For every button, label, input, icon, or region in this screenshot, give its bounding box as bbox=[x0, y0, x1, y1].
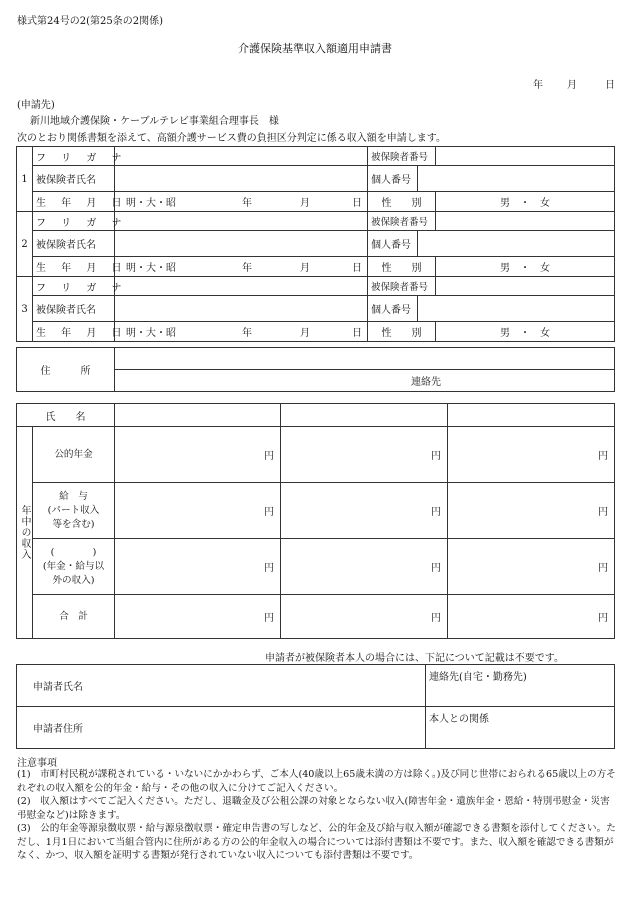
yen-unit: 円 bbox=[264, 563, 274, 574]
insured-number-field[interactable] bbox=[436, 277, 615, 296]
applicant-name-field[interactable] bbox=[17, 665, 426, 707]
income-table bbox=[16, 403, 615, 639]
income-name-cell[interactable] bbox=[448, 404, 615, 427]
furigana-field[interactable] bbox=[115, 147, 368, 166]
sex-label: 性 別 bbox=[368, 257, 436, 277]
birth-year-unit: 年 bbox=[242, 263, 252, 274]
insured-number-label: 被保険者番号 bbox=[368, 147, 436, 166]
yen-unit: 円 bbox=[598, 613, 608, 624]
personal-number-field[interactable] bbox=[418, 166, 615, 192]
insured-row-number: 1 bbox=[17, 147, 33, 212]
income-amount-field[interactable] bbox=[448, 427, 615, 483]
income-name-label: 氏 名 bbox=[17, 404, 115, 427]
furigana-label: フ リ ガ ナ bbox=[33, 147, 115, 166]
insured-table bbox=[16, 146, 615, 342]
yen-unit: 円 bbox=[264, 451, 274, 462]
furigana-label: フ リ ガ ナ bbox=[33, 212, 115, 231]
birth-field[interactable] bbox=[115, 322, 368, 342]
insured-name-field[interactable] bbox=[115, 296, 368, 322]
birth-month-unit: 月 bbox=[300, 198, 310, 209]
yen-unit: 円 bbox=[598, 451, 608, 462]
income-name-cell[interactable] bbox=[281, 404, 448, 427]
personal-number-label: 個人番号 bbox=[368, 231, 418, 257]
income-side-label bbox=[17, 427, 33, 639]
income-amount-field[interactable] bbox=[448, 539, 615, 595]
intro-text: 次のとおり関係書類を添えて、高額介護サービス費の負担区分判定に係る収入額を申請します。 bbox=[17, 133, 446, 144]
era-options: 明・大・昭 bbox=[126, 198, 176, 209]
furigana-field[interactable] bbox=[115, 212, 368, 231]
applicant-address-label: 申請者住所 bbox=[33, 724, 83, 735]
address-table bbox=[16, 347, 615, 392]
birth-day-unit: 日 bbox=[352, 263, 362, 274]
birth-month-unit: 月 bbox=[300, 263, 310, 274]
sex-label: 性 別 bbox=[368, 192, 436, 212]
sex-options[interactable]: 男 ・ 女 bbox=[436, 257, 615, 277]
birth-label: 生 年 月 日 bbox=[33, 322, 115, 342]
personal-number-field[interactable] bbox=[418, 296, 615, 322]
birth-field[interactable] bbox=[115, 192, 368, 212]
notes-heading: 注意事項 bbox=[17, 758, 57, 769]
yen-unit: 円 bbox=[431, 613, 441, 624]
personal-number-field[interactable] bbox=[418, 231, 615, 257]
birth-year-unit: 年 bbox=[242, 328, 252, 339]
income-row-label-line: (パート収入 bbox=[47, 504, 100, 516]
income-amount-field[interactable] bbox=[115, 483, 281, 539]
income-amount-field[interactable] bbox=[281, 539, 448, 595]
form-number: 様式第24号の2(第25条の2関係) bbox=[17, 16, 163, 27]
contact-field[interactable] bbox=[115, 370, 615, 392]
birth-label: 生 年 月 日 bbox=[33, 257, 115, 277]
income-row-label-line: ( ) bbox=[50, 546, 97, 558]
personal-number-label: 個人番号 bbox=[368, 296, 418, 322]
sex-options[interactable]: 男 ・ 女 bbox=[436, 322, 615, 342]
applicant-contact-label: 連絡先(自宅・勤務先) bbox=[429, 672, 527, 683]
yen-unit: 円 bbox=[431, 451, 441, 462]
insured-row-number: 3 bbox=[17, 277, 33, 342]
income-amount-field[interactable] bbox=[115, 595, 281, 639]
birth-year-unit: 年 bbox=[242, 198, 252, 209]
furigana-field[interactable] bbox=[115, 277, 368, 296]
address-label: 住 所 bbox=[17, 348, 115, 392]
income-row-label bbox=[33, 483, 115, 539]
birth-field[interactable] bbox=[115, 257, 368, 277]
income-row-label bbox=[33, 427, 115, 483]
yen-unit: 円 bbox=[431, 507, 441, 518]
date-year[interactable]: 年 bbox=[533, 80, 543, 91]
income-row-label-line: 給 与 bbox=[59, 490, 88, 502]
note-item-2: (2) 収入額はすべてご記入ください。ただし、退職金及び公租公課の対象とならない収入(障害年金・遺族年金・恩給・特別弔慰金・災害弔慰金など)は除きます。 bbox=[17, 796, 610, 821]
insured-row-number: 2 bbox=[17, 212, 33, 277]
insured-number-field[interactable] bbox=[436, 147, 615, 166]
note-item-3: (3) 公的年金等源泉徴収票・給与源泉徴収票・確定申告書の写しなど、公的年金及び給与収入額が確認できる書類を添付してください。ただし、1月1日において当組合管内に住所がある方の公的年金収入の場合については添付書類は不要です。また、収入額を確認できる書類がなく、かつ、収入額を証明する書類が発行されていない収入についても添付書類は不要です。 bbox=[17, 823, 616, 861]
note-item-1: (1) 市町村民税が課税されている・いないにかかわらず、ご本人(40歳以上65歳未満の方は除く。)及び同じ世帯におられる65歳以上の方それぞれの収入額を公的年金・給与・その他の収入に分けてご記入ください。 bbox=[17, 769, 616, 794]
income-amount-field[interactable] bbox=[281, 427, 448, 483]
income-row-label-line: 外の収入) bbox=[52, 574, 95, 586]
date-month[interactable]: 月 bbox=[567, 80, 577, 91]
income-amount-field[interactable] bbox=[115, 539, 281, 595]
yen-unit: 円 bbox=[431, 563, 441, 574]
yen-unit: 円 bbox=[598, 563, 608, 574]
contact-label: 連絡先 bbox=[411, 377, 441, 388]
income-row-label-line: 等を含む) bbox=[52, 518, 95, 530]
era-options: 明・大・昭 bbox=[126, 263, 176, 274]
applicant-relation-label: 本人との関係 bbox=[429, 714, 489, 725]
date-day[interactable]: 日 bbox=[605, 80, 615, 91]
birth-month-unit: 月 bbox=[300, 328, 310, 339]
income-amount-field[interactable] bbox=[281, 595, 448, 639]
income-side-label-text: 年中の収入 bbox=[19, 505, 30, 560]
income-amount-field[interactable] bbox=[448, 483, 615, 539]
insured-name-label: 被保険者氏名 bbox=[33, 231, 115, 257]
yen-unit: 円 bbox=[598, 507, 608, 518]
income-row-label-line: 合 計 bbox=[59, 610, 88, 622]
birth-day-unit: 日 bbox=[352, 328, 362, 339]
applicant-name-label: 申請者氏名 bbox=[33, 682, 83, 693]
applicant-note: 申請者が被保険者本人の場合には、下記について記載は不要です。 bbox=[265, 653, 564, 664]
birth-day-unit: 日 bbox=[352, 198, 362, 209]
birth-label: 生 年 月 日 bbox=[33, 192, 115, 212]
insured-number-field[interactable] bbox=[436, 212, 615, 231]
yen-unit: 円 bbox=[264, 507, 274, 518]
income-amount-field[interactable] bbox=[115, 427, 281, 483]
personal-number-label: 個人番号 bbox=[368, 166, 418, 192]
income-row-label bbox=[33, 539, 115, 595]
applicant-address-field[interactable] bbox=[17, 707, 426, 749]
income-row-label-line: (年金・給与以 bbox=[42, 560, 105, 572]
insured-number-label: 被保険者番号 bbox=[368, 212, 436, 231]
recipient-label: (申請先) bbox=[17, 100, 55, 111]
page-title: 介護保険基準収入額適用申請書 bbox=[238, 42, 392, 55]
furigana-label: フ リ ガ ナ bbox=[33, 277, 115, 296]
sex-label: 性 別 bbox=[368, 322, 436, 342]
era-options: 明・大・昭 bbox=[126, 328, 176, 339]
applicant-contact-field[interactable] bbox=[426, 665, 615, 707]
insured-number-label: 被保険者番号 bbox=[368, 277, 436, 296]
insured-name-label: 被保険者氏名 bbox=[33, 296, 115, 322]
income-amount-field[interactable] bbox=[281, 483, 448, 539]
insured-name-label: 被保険者氏名 bbox=[33, 166, 115, 192]
income-amount-field[interactable] bbox=[448, 595, 615, 639]
address-field[interactable] bbox=[115, 348, 615, 370]
income-row-label bbox=[33, 595, 115, 639]
yen-unit: 円 bbox=[264, 613, 274, 624]
sex-options[interactable]: 男 ・ 女 bbox=[436, 192, 615, 212]
applicant-table bbox=[16, 664, 615, 749]
insured-name-field[interactable] bbox=[115, 231, 368, 257]
insured-name-field[interactable] bbox=[115, 166, 368, 192]
recipient: 新川地域介護保険・ケーブルテレビ事業組合理事長 様 bbox=[30, 116, 279, 127]
applicant-relation-field[interactable] bbox=[426, 707, 615, 749]
income-row-label-line: 公的年金 bbox=[54, 448, 93, 460]
income-name-cell[interactable] bbox=[115, 404, 281, 427]
